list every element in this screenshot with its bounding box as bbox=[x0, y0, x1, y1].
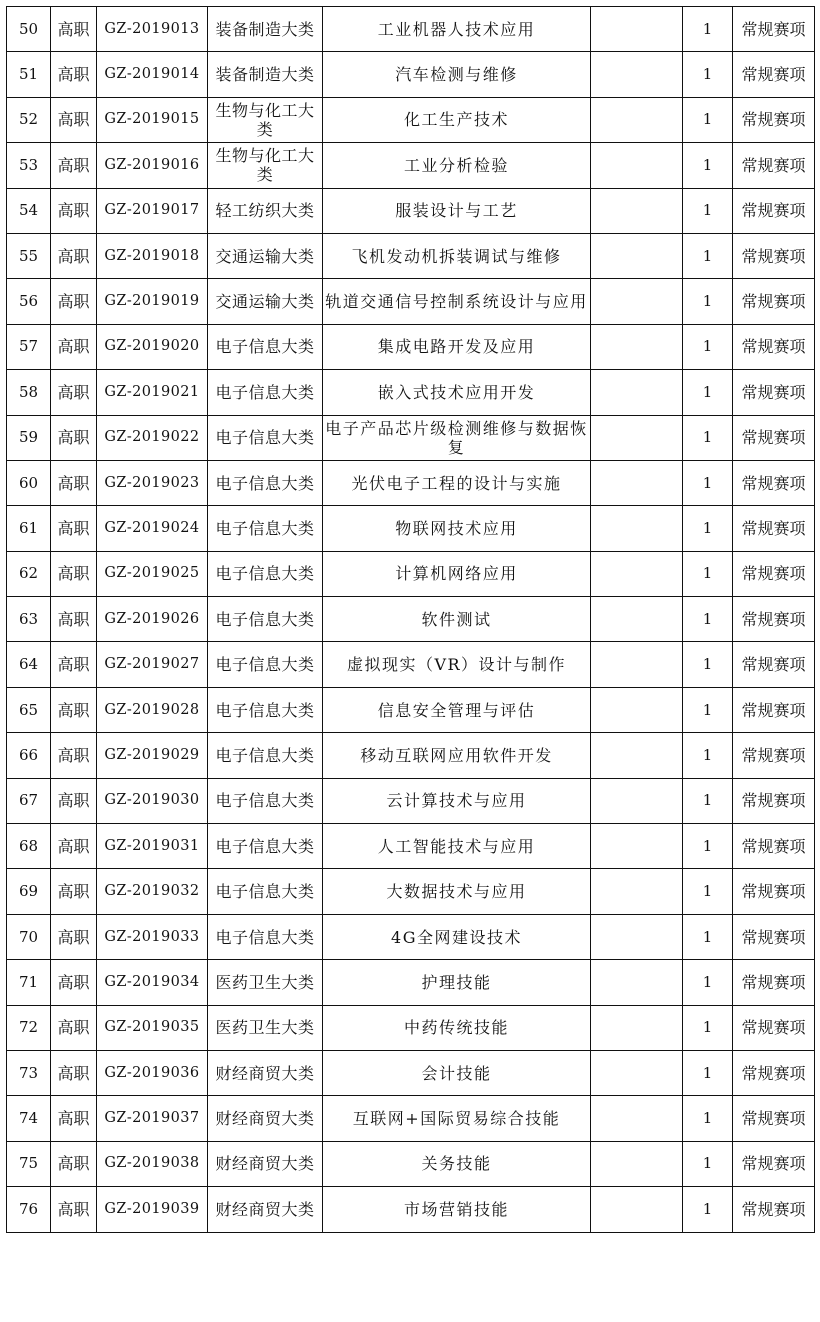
competition-name-cell: 关务技能 bbox=[323, 1141, 591, 1186]
item-count-cell: 1 bbox=[683, 324, 733, 369]
competition-code-cell: GZ-2019027 bbox=[97, 642, 208, 687]
blank-cell-cell bbox=[591, 960, 683, 1005]
table-row bbox=[7, 778, 815, 823]
competition-type-cell: 常规赛项 bbox=[733, 551, 815, 596]
education-level-cell: 高职 bbox=[51, 370, 97, 415]
item-count-cell: 1 bbox=[683, 733, 733, 778]
education-level-cell: 高职 bbox=[51, 324, 97, 369]
professional-category-cell: 生物与化工大类 bbox=[208, 143, 323, 188]
table-row bbox=[7, 597, 815, 642]
table-row bbox=[7, 960, 815, 1005]
competition-code-cell: GZ-2019024 bbox=[97, 506, 208, 551]
row-number-cell: 63 bbox=[7, 597, 51, 642]
table-row bbox=[7, 97, 815, 142]
blank-cell-cell bbox=[591, 52, 683, 97]
competition-name-cell: 计算机网络应用 bbox=[323, 551, 591, 596]
education-level-cell: 高职 bbox=[51, 52, 97, 97]
row-number-cell: 52 bbox=[7, 97, 51, 142]
item-count-cell: 1 bbox=[683, 597, 733, 642]
competition-table bbox=[6, 6, 815, 1233]
professional-category-cell: 电子信息大类 bbox=[208, 733, 323, 778]
blank-cell-cell bbox=[591, 143, 683, 188]
education-level-cell: 高职 bbox=[51, 415, 97, 460]
blank-cell-cell bbox=[591, 415, 683, 460]
professional-category-cell: 电子信息大类 bbox=[208, 370, 323, 415]
education-level-cell: 高职 bbox=[51, 687, 97, 732]
table-row bbox=[7, 733, 815, 778]
competition-code-cell: GZ-2019030 bbox=[97, 778, 208, 823]
table-row bbox=[7, 370, 815, 415]
education-level-cell: 高职 bbox=[51, 551, 97, 596]
competition-code-cell: GZ-2019018 bbox=[97, 233, 208, 278]
competition-name-cell: 轨道交通信号控制系统设计与应用 bbox=[323, 279, 591, 324]
competition-name-cell: 飞机发动机拆装调试与维修 bbox=[323, 233, 591, 278]
item-count-cell: 1 bbox=[683, 97, 733, 142]
competition-type-cell: 常规赛项 bbox=[733, 233, 815, 278]
education-level-cell: 高职 bbox=[51, 733, 97, 778]
competition-name-cell: 物联网技术应用 bbox=[323, 506, 591, 551]
competition-name-cell: 4G全网建设技术 bbox=[323, 914, 591, 959]
blank-cell-cell bbox=[591, 370, 683, 415]
competition-type-cell: 常规赛项 bbox=[733, 279, 815, 324]
competition-type-cell: 常规赛项 bbox=[733, 7, 815, 52]
blank-cell-cell bbox=[591, 642, 683, 687]
competition-code-cell: GZ-2019020 bbox=[97, 324, 208, 369]
competition-type-cell: 常规赛项 bbox=[733, 597, 815, 642]
row-number-cell: 50 bbox=[7, 7, 51, 52]
item-count-cell: 1 bbox=[683, 960, 733, 1005]
row-number-cell: 66 bbox=[7, 733, 51, 778]
professional-category-cell: 电子信息大类 bbox=[208, 460, 323, 505]
table-row bbox=[7, 1005, 815, 1050]
table-row bbox=[7, 642, 815, 687]
row-number-cell: 57 bbox=[7, 324, 51, 369]
competition-code-cell: GZ-2019036 bbox=[97, 1050, 208, 1095]
competition-code-cell: GZ-2019032 bbox=[97, 869, 208, 914]
blank-cell-cell bbox=[591, 597, 683, 642]
competition-type-cell: 常规赛项 bbox=[733, 733, 815, 778]
education-level-cell: 高职 bbox=[51, 1050, 97, 1095]
table-row bbox=[7, 143, 815, 188]
competition-code-cell: GZ-2019021 bbox=[97, 370, 208, 415]
competition-name-cell: 工业分析检验 bbox=[323, 143, 591, 188]
competition-type-cell: 常规赛项 bbox=[733, 687, 815, 732]
competition-type-cell: 常规赛项 bbox=[733, 824, 815, 869]
item-count-cell: 1 bbox=[683, 52, 733, 97]
professional-category-cell: 财经商贸大类 bbox=[208, 1050, 323, 1095]
competition-name-cell: 软件测试 bbox=[323, 597, 591, 642]
blank-cell-cell bbox=[591, 1096, 683, 1141]
education-level-cell: 高职 bbox=[51, 1005, 97, 1050]
education-level-cell: 高职 bbox=[51, 279, 97, 324]
competition-name-cell: 信息安全管理与评估 bbox=[323, 687, 591, 732]
blank-cell-cell bbox=[591, 778, 683, 823]
row-number-cell: 76 bbox=[7, 1187, 51, 1232]
table-row bbox=[7, 324, 815, 369]
row-number-cell: 71 bbox=[7, 960, 51, 1005]
education-level-cell: 高职 bbox=[51, 233, 97, 278]
education-level-cell: 高职 bbox=[51, 778, 97, 823]
item-count-cell: 1 bbox=[683, 370, 733, 415]
table-row bbox=[7, 869, 815, 914]
blank-cell-cell bbox=[591, 279, 683, 324]
blank-cell-cell bbox=[591, 188, 683, 233]
blank-cell-cell bbox=[591, 324, 683, 369]
education-level-cell: 高职 bbox=[51, 597, 97, 642]
competition-name-cell: 市场营销技能 bbox=[323, 1187, 591, 1232]
competition-name-cell: 汽车检测与维修 bbox=[323, 52, 591, 97]
professional-category-cell: 电子信息大类 bbox=[208, 642, 323, 687]
table-row bbox=[7, 551, 815, 596]
row-number-cell: 51 bbox=[7, 52, 51, 97]
competition-code-cell: GZ-2019015 bbox=[97, 97, 208, 142]
competition-type-cell: 常规赛项 bbox=[733, 1005, 815, 1050]
competition-code-cell: GZ-2019039 bbox=[97, 1187, 208, 1232]
competition-code-cell: GZ-2019038 bbox=[97, 1141, 208, 1186]
education-level-cell: 高职 bbox=[51, 506, 97, 551]
table-row bbox=[7, 460, 815, 505]
competition-name-cell: 集成电路开发及应用 bbox=[323, 324, 591, 369]
item-count-cell: 1 bbox=[683, 914, 733, 959]
competition-type-cell: 常规赛项 bbox=[733, 370, 815, 415]
table-row bbox=[7, 914, 815, 959]
professional-category-cell: 电子信息大类 bbox=[208, 415, 323, 460]
education-level-cell: 高职 bbox=[51, 188, 97, 233]
professional-category-cell: 财经商贸大类 bbox=[208, 1187, 323, 1232]
row-number-cell: 65 bbox=[7, 687, 51, 732]
blank-cell-cell bbox=[591, 1005, 683, 1050]
professional-category-cell: 电子信息大类 bbox=[208, 551, 323, 596]
row-number-cell: 62 bbox=[7, 551, 51, 596]
row-number-cell: 53 bbox=[7, 143, 51, 188]
competition-name-cell: 移动互联网应用软件开发 bbox=[323, 733, 591, 778]
blank-cell-cell bbox=[591, 506, 683, 551]
blank-cell-cell bbox=[591, 914, 683, 959]
blank-cell-cell bbox=[591, 460, 683, 505]
item-count-cell: 1 bbox=[683, 460, 733, 505]
education-level-cell: 高职 bbox=[51, 97, 97, 142]
row-number-cell: 59 bbox=[7, 415, 51, 460]
table-row bbox=[7, 233, 815, 278]
row-number-cell: 67 bbox=[7, 778, 51, 823]
competition-code-cell: GZ-2019029 bbox=[97, 733, 208, 778]
table-row bbox=[7, 687, 815, 732]
table-row bbox=[7, 1141, 815, 1186]
table-row bbox=[7, 52, 815, 97]
professional-category-cell: 医药卫生大类 bbox=[208, 1005, 323, 1050]
professional-category-cell: 轻工纺织大类 bbox=[208, 188, 323, 233]
competition-type-cell: 常规赛项 bbox=[733, 97, 815, 142]
competition-name-cell: 云计算技术与应用 bbox=[323, 778, 591, 823]
row-number-cell: 58 bbox=[7, 370, 51, 415]
professional-category-cell: 财经商贸大类 bbox=[208, 1096, 323, 1141]
item-count-cell: 1 bbox=[683, 824, 733, 869]
education-level-cell: 高职 bbox=[51, 1187, 97, 1232]
education-level-cell: 高职 bbox=[51, 7, 97, 52]
competition-code-cell: GZ-2019033 bbox=[97, 914, 208, 959]
competition-type-cell: 常规赛项 bbox=[733, 1187, 815, 1232]
competition-type-cell: 常规赛项 bbox=[733, 1096, 815, 1141]
competition-code-cell: GZ-2019025 bbox=[97, 551, 208, 596]
table-row bbox=[7, 1050, 815, 1095]
table-row bbox=[7, 506, 815, 551]
competition-type-cell: 常规赛项 bbox=[733, 143, 815, 188]
item-count-cell: 1 bbox=[683, 1141, 733, 1186]
competition-code-cell: GZ-2019014 bbox=[97, 52, 208, 97]
professional-category-cell: 电子信息大类 bbox=[208, 597, 323, 642]
blank-cell-cell bbox=[591, 233, 683, 278]
professional-category-cell: 电子信息大类 bbox=[208, 324, 323, 369]
competition-code-cell: GZ-2019017 bbox=[97, 188, 208, 233]
row-number-cell: 61 bbox=[7, 506, 51, 551]
row-number-cell: 68 bbox=[7, 824, 51, 869]
item-count-cell: 1 bbox=[683, 869, 733, 914]
professional-category-cell: 医药卫生大类 bbox=[208, 960, 323, 1005]
blank-cell-cell bbox=[591, 551, 683, 596]
education-level-cell: 高职 bbox=[51, 914, 97, 959]
education-level-cell: 高职 bbox=[51, 869, 97, 914]
competition-name-cell: 光伏电子工程的设计与实施 bbox=[323, 460, 591, 505]
competition-name-cell: 会计技能 bbox=[323, 1050, 591, 1095]
item-count-cell: 1 bbox=[683, 778, 733, 823]
competition-name-cell: 电子产品芯片级检测维修与数据恢复 bbox=[323, 415, 591, 460]
item-count-cell: 1 bbox=[683, 687, 733, 732]
row-number-cell: 60 bbox=[7, 460, 51, 505]
blank-cell-cell bbox=[591, 1050, 683, 1095]
professional-category-cell: 电子信息大类 bbox=[208, 506, 323, 551]
competition-code-cell: GZ-2019028 bbox=[97, 687, 208, 732]
education-level-cell: 高职 bbox=[51, 960, 97, 1005]
competition-type-cell: 常规赛项 bbox=[733, 52, 815, 97]
item-count-cell: 1 bbox=[683, 551, 733, 596]
competition-code-cell: GZ-2019023 bbox=[97, 460, 208, 505]
blank-cell-cell bbox=[591, 97, 683, 142]
competition-name-cell: 中药传统技能 bbox=[323, 1005, 591, 1050]
competition-type-cell: 常规赛项 bbox=[733, 506, 815, 551]
competition-code-cell: GZ-2019034 bbox=[97, 960, 208, 1005]
competition-code-cell: GZ-2019013 bbox=[97, 7, 208, 52]
item-count-cell: 1 bbox=[683, 415, 733, 460]
professional-category-cell: 交通运输大类 bbox=[208, 233, 323, 278]
table-row bbox=[7, 279, 815, 324]
blank-cell-cell bbox=[591, 7, 683, 52]
professional-category-cell: 生物与化工大类 bbox=[208, 97, 323, 142]
competition-type-cell: 常规赛项 bbox=[733, 869, 815, 914]
blank-cell-cell bbox=[591, 869, 683, 914]
table-row bbox=[7, 415, 815, 460]
competition-code-cell: GZ-2019037 bbox=[97, 1096, 208, 1141]
professional-category-cell: 装备制造大类 bbox=[208, 7, 323, 52]
competition-type-cell: 常规赛项 bbox=[733, 1141, 815, 1186]
competition-code-cell: GZ-2019035 bbox=[97, 1005, 208, 1050]
competition-name-cell: 工业机器人技术应用 bbox=[323, 7, 591, 52]
row-number-cell: 64 bbox=[7, 642, 51, 687]
competition-type-cell: 常规赛项 bbox=[733, 324, 815, 369]
blank-cell-cell bbox=[591, 824, 683, 869]
item-count-cell: 1 bbox=[683, 233, 733, 278]
row-number-cell: 72 bbox=[7, 1005, 51, 1050]
item-count-cell: 1 bbox=[683, 7, 733, 52]
row-number-cell: 75 bbox=[7, 1141, 51, 1186]
item-count-cell: 1 bbox=[683, 506, 733, 551]
competition-type-cell: 常规赛项 bbox=[733, 914, 815, 959]
competition-name-cell: 虚拟现实（VR）设计与制作 bbox=[323, 642, 591, 687]
item-count-cell: 1 bbox=[683, 1096, 733, 1141]
professional-category-cell: 电子信息大类 bbox=[208, 687, 323, 732]
competition-type-cell: 常规赛项 bbox=[733, 460, 815, 505]
competition-name-cell: 人工智能技术与应用 bbox=[323, 824, 591, 869]
professional-category-cell: 交通运输大类 bbox=[208, 279, 323, 324]
table-row bbox=[7, 188, 815, 233]
item-count-cell: 1 bbox=[683, 1050, 733, 1095]
professional-category-cell: 财经商贸大类 bbox=[208, 1141, 323, 1186]
blank-cell-cell bbox=[591, 1141, 683, 1186]
row-number-cell: 56 bbox=[7, 279, 51, 324]
competition-name-cell: 化工生产技术 bbox=[323, 97, 591, 142]
item-count-cell: 1 bbox=[683, 642, 733, 687]
competition-type-cell: 常规赛项 bbox=[733, 188, 815, 233]
education-level-cell: 高职 bbox=[51, 460, 97, 505]
education-level-cell: 高职 bbox=[51, 824, 97, 869]
competition-code-cell: GZ-2019019 bbox=[97, 279, 208, 324]
competition-type-cell: 常规赛项 bbox=[733, 415, 815, 460]
competition-type-cell: 常规赛项 bbox=[733, 642, 815, 687]
competition-code-cell: GZ-2019031 bbox=[97, 824, 208, 869]
competition-name-cell: 嵌入式技术应用开发 bbox=[323, 370, 591, 415]
education-level-cell: 高职 bbox=[51, 143, 97, 188]
competition-type-cell: 常规赛项 bbox=[733, 1050, 815, 1095]
competition-code-cell: GZ-2019022 bbox=[97, 415, 208, 460]
professional-category-cell: 电子信息大类 bbox=[208, 914, 323, 959]
row-number-cell: 70 bbox=[7, 914, 51, 959]
competition-type-cell: 常规赛项 bbox=[733, 960, 815, 1005]
table-row bbox=[7, 1096, 815, 1141]
row-number-cell: 54 bbox=[7, 188, 51, 233]
competition-code-cell: GZ-2019016 bbox=[97, 143, 208, 188]
row-number-cell: 73 bbox=[7, 1050, 51, 1095]
competition-code-cell: GZ-2019026 bbox=[97, 597, 208, 642]
professional-category-cell: 电子信息大类 bbox=[208, 869, 323, 914]
table-row bbox=[7, 824, 815, 869]
item-count-cell: 1 bbox=[683, 1187, 733, 1232]
competition-name-cell: 大数据技术与应用 bbox=[323, 869, 591, 914]
row-number-cell: 55 bbox=[7, 233, 51, 278]
education-level-cell: 高职 bbox=[51, 1096, 97, 1141]
professional-category-cell: 装备制造大类 bbox=[208, 52, 323, 97]
competition-name-cell: 互联网+国际贸易综合技能 bbox=[323, 1096, 591, 1141]
competition-name-cell: 服装设计与工艺 bbox=[323, 188, 591, 233]
education-level-cell: 高职 bbox=[51, 1141, 97, 1186]
item-count-cell: 1 bbox=[683, 188, 733, 233]
blank-cell-cell bbox=[591, 733, 683, 778]
item-count-cell: 1 bbox=[683, 279, 733, 324]
item-count-cell: 1 bbox=[683, 143, 733, 188]
row-number-cell: 74 bbox=[7, 1096, 51, 1141]
table-row bbox=[7, 7, 815, 52]
item-count-cell: 1 bbox=[683, 1005, 733, 1050]
row-number-cell: 69 bbox=[7, 869, 51, 914]
table-row bbox=[7, 1187, 815, 1232]
education-level-cell: 高职 bbox=[51, 642, 97, 687]
table-body bbox=[7, 7, 815, 1233]
competition-name-cell: 护理技能 bbox=[323, 960, 591, 1005]
competition-type-cell: 常规赛项 bbox=[733, 778, 815, 823]
blank-cell-cell bbox=[591, 1187, 683, 1232]
professional-category-cell: 电子信息大类 bbox=[208, 778, 323, 823]
blank-cell-cell bbox=[591, 687, 683, 732]
professional-category-cell: 电子信息大类 bbox=[208, 824, 323, 869]
